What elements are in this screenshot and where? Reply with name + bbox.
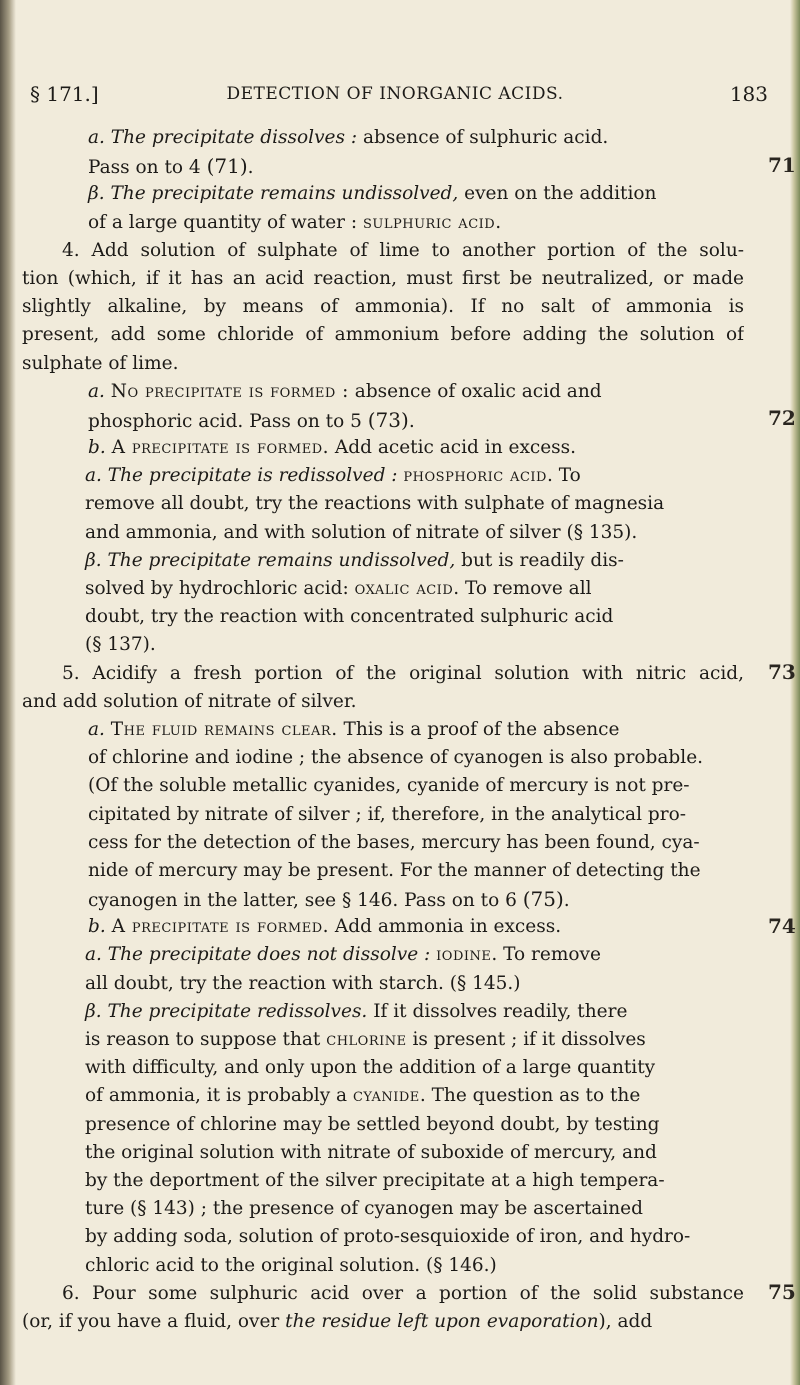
line-text: (§ 137). xyxy=(85,634,156,656)
line-text: tion (which, if it has an acid reaction, must first be neutralized, or made xyxy=(22,267,744,289)
item-label: β. xyxy=(85,549,108,571)
line-text: sulphate of lime. xyxy=(22,352,179,374)
line-text: of chlorine and iodine ; the absence of cyanogen is also probable. xyxy=(88,747,704,769)
cross-reference: (71) xyxy=(206,154,248,179)
text-line xyxy=(22,1026,744,1054)
cross-reference: (75) xyxy=(522,887,564,912)
text-line xyxy=(22,265,744,293)
margin-number: 74 xyxy=(768,914,796,938)
line-text: 6. Pour some sulphuric acid over a portion of the solid substance xyxy=(62,1282,744,1304)
text-line xyxy=(22,434,744,462)
line-text: (or, if you have a fluid, over xyxy=(22,1310,286,1332)
line-text: of ammonia, it is probably a xyxy=(85,1085,353,1107)
line-text: remove all doubt, try the reactions with sulphate of magnesia xyxy=(85,493,665,515)
line-text: . To xyxy=(546,465,581,487)
result-term: oxalic acid xyxy=(354,578,454,599)
text-line xyxy=(22,1280,744,1308)
line-text: cipitated by nitrate of silver ; if, therefore, in the analytical pro- xyxy=(88,803,686,825)
line-text: 5. Acidify a fresh portion of the original solution with nitric acid, xyxy=(62,662,744,684)
body-text xyxy=(22,124,744,1336)
item-label: a. xyxy=(85,944,108,966)
text-line xyxy=(22,716,744,744)
italic-phrase: The precipitate dissolves : xyxy=(110,127,358,148)
text-line xyxy=(22,1195,744,1223)
line-text: even on the addition xyxy=(458,183,657,205)
text-line xyxy=(22,1082,744,1110)
text-line xyxy=(22,237,744,265)
text-line xyxy=(22,1308,744,1336)
item-label: a. xyxy=(88,127,111,148)
page-right-edge xyxy=(790,0,800,1385)
italic-phrase: the residue left upon evaporation xyxy=(285,1310,599,1332)
text-line xyxy=(22,744,744,772)
item-label: b. xyxy=(88,916,112,938)
text-line xyxy=(22,547,744,575)
line-text: Pass on to 4 xyxy=(88,157,207,179)
text-line xyxy=(22,829,744,857)
result-term: cyanide xyxy=(352,1085,420,1107)
line-text: . xyxy=(563,890,570,912)
line-text: ), add xyxy=(598,1310,653,1332)
page-number: 183 xyxy=(729,82,768,106)
italic-phrase: The precipitate is redissolved : xyxy=(107,465,398,487)
text-line xyxy=(22,1111,744,1139)
text-line xyxy=(22,603,744,631)
text-line xyxy=(22,1252,744,1280)
result-term: sulphuric acid xyxy=(363,211,496,233)
line-text: solved by hydrochloric acid: xyxy=(85,578,355,599)
result-term: No precipitate is formed : xyxy=(110,380,349,402)
item-label: b. xyxy=(88,437,112,459)
text-line xyxy=(22,688,744,716)
line-text: of a large quantity of water : xyxy=(88,211,364,233)
margin-number: 73 xyxy=(768,660,796,684)
text-line xyxy=(22,293,744,321)
cross-reference: (73) xyxy=(367,407,409,432)
text-line xyxy=(22,913,744,941)
text-line xyxy=(22,1054,744,1082)
line-text: Add ammonia in excess. xyxy=(329,916,562,938)
text-line xyxy=(22,885,744,913)
line-text: present, add some chloride of ammonium before adding the solution of xyxy=(22,324,744,346)
text-line xyxy=(22,490,744,518)
line-text: and add solution of nitrate of silver. xyxy=(22,690,357,712)
line-text: with difficulty, and only upon the addition of a large quantity xyxy=(85,1057,656,1079)
line-text: presence of chlorine may be settled beyond doubt, by testing xyxy=(85,1113,660,1135)
text-line xyxy=(22,519,744,547)
line-text: cyanogen in the latter, see § 146. Pass on to 6 xyxy=(88,890,523,912)
margin-number: 71 xyxy=(768,153,796,177)
text-line xyxy=(22,631,744,659)
result-term: A precipitate is formed. xyxy=(111,437,330,459)
text-line xyxy=(22,1139,744,1167)
line-text: by adding soda, solution of proto-sesquioxide of iron, and hydro- xyxy=(85,1226,691,1248)
result-term: chlorine xyxy=(326,1029,407,1050)
section-reference: § 171.] xyxy=(30,82,99,106)
margin-number: 75 xyxy=(768,1280,796,1304)
line-text: all doubt, try the reaction with starch. (§ 145.) xyxy=(85,972,521,994)
margin-number: 72 xyxy=(768,406,796,430)
text-line xyxy=(22,857,744,885)
line-text: (Of the soluble metallic cyanides, cyanide of mercury is not pre- xyxy=(88,775,690,797)
text-line xyxy=(22,378,744,406)
line-text: and ammonia, and with solution of nitrate of silver (§ 135). xyxy=(85,521,638,543)
italic-phrase: The precipitate remains undissolved, xyxy=(107,549,456,571)
line-text: ture (§ 143) ; the presence of cyanogen may be ascertained xyxy=(85,1198,643,1220)
line-text: but is readily dis- xyxy=(455,549,624,571)
line-text: slightly alkaline, by means of ammonia). If no salt of ammonia is xyxy=(22,296,744,318)
result-term: A precipitate is formed. xyxy=(111,916,330,938)
line-text: . xyxy=(495,211,502,233)
line-text: Add acetic acid in excess. xyxy=(329,437,577,459)
text-line xyxy=(22,660,744,688)
running-header xyxy=(22,82,768,112)
item-label: a. xyxy=(88,380,111,402)
line-text: chloric acid to the original solution. (§ 146.) xyxy=(85,1254,497,1276)
result-term: iodine xyxy=(436,944,492,966)
page-left-edge xyxy=(0,0,16,1385)
line-text: . The question as to the xyxy=(419,1085,641,1107)
running-title: DETECTION OF INORGANIC ACIDS. xyxy=(226,84,564,104)
line-text: is reason to suppose that xyxy=(85,1029,327,1050)
text-line xyxy=(22,970,744,998)
item-label: β. xyxy=(88,183,111,205)
text-line xyxy=(22,406,744,434)
result-term: phosphoric acid xyxy=(403,465,547,487)
item-label: a. xyxy=(88,718,111,740)
text-line xyxy=(22,209,744,237)
text-line xyxy=(22,575,744,603)
line-text: phosphoric acid. Pass on to 5 xyxy=(88,410,368,432)
text-line xyxy=(22,1223,744,1251)
text-line xyxy=(22,801,744,829)
line-text: 4. Add solution of sulphate of lime to another portion of the solu- xyxy=(62,239,744,261)
text-line xyxy=(22,998,744,1026)
italic-phrase: The precipitate redissolves. xyxy=(107,1000,368,1022)
line-text: by the deportment of the silver precipitate at a high tempera- xyxy=(85,1169,665,1191)
line-text: nide of mercury may be present. For the manner of detecting the xyxy=(88,859,701,881)
line-text: absence of oxalic acid and xyxy=(348,380,602,402)
text-line xyxy=(22,462,744,490)
line-text: . xyxy=(247,157,254,179)
text-line xyxy=(22,941,744,969)
line-text: . xyxy=(408,410,415,432)
line-text: . To remove all xyxy=(453,578,592,599)
text-line xyxy=(22,321,744,349)
line-text: If it dissolves readily, there xyxy=(367,1000,628,1022)
text-line xyxy=(22,124,744,152)
line-text: This is a proof of the absence xyxy=(337,718,620,740)
line-text: doubt, try the reaction with concentrated sulphuric acid xyxy=(85,606,614,628)
result-term: The fluid remains clear. xyxy=(110,718,338,740)
item-label: β. xyxy=(85,1000,108,1022)
text-line xyxy=(22,1167,744,1195)
line-text: is present ; if it dissolves xyxy=(406,1029,646,1050)
line-text: the original solution with nitrate of suboxide of mercury, and xyxy=(85,1141,657,1163)
line-text: . To remove xyxy=(491,944,601,966)
text-line xyxy=(22,772,744,800)
line-text: absence of sulphuric acid. xyxy=(357,127,609,148)
italic-phrase: The precipitate remains undissolved, xyxy=(110,183,459,205)
item-label: a. xyxy=(85,465,108,487)
italic-phrase: The precipitate does not dissolve : xyxy=(107,944,431,966)
line-text: cess for the detection of the bases, mercury has been found, cya- xyxy=(88,831,700,853)
text-line xyxy=(22,180,744,208)
text-line xyxy=(22,350,744,378)
text-line xyxy=(22,152,744,180)
